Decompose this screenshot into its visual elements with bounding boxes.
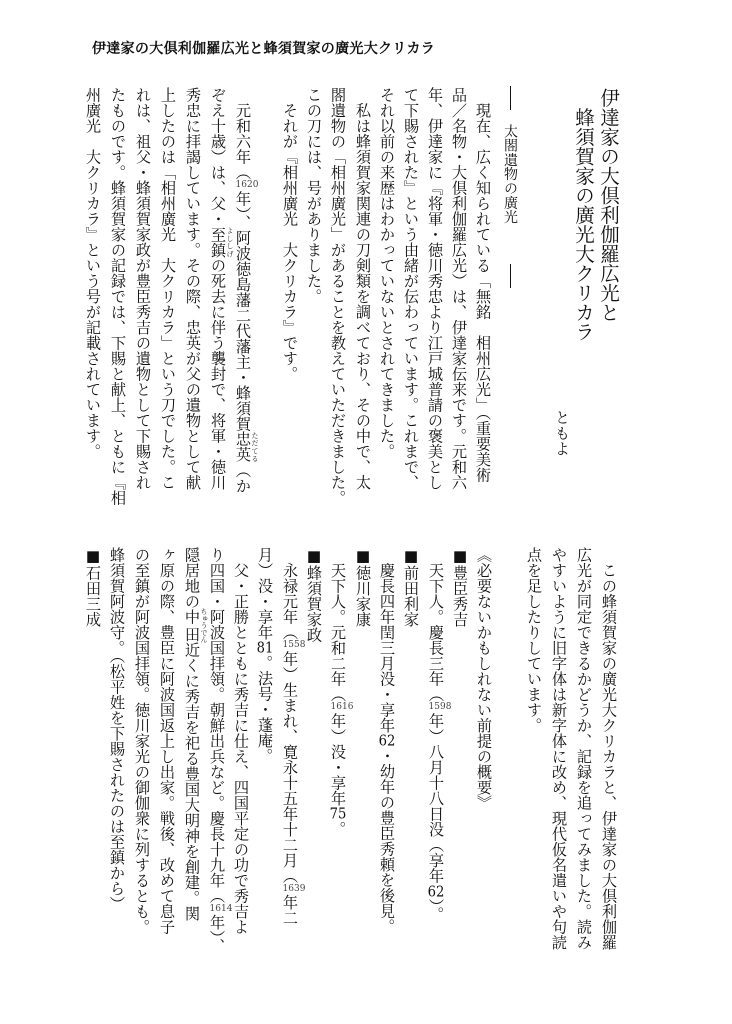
text-segment: 隠居地の <box>183 547 201 609</box>
text-column <box>306 87 322 304</box>
text-column <box>282 547 305 926</box>
text-segment: 上したのは「相州廣光 大クリカラ」という刀でした。こ <box>159 87 177 490</box>
text-column <box>379 87 395 459</box>
author-name: ともよ <box>553 410 571 456</box>
text-column <box>257 547 273 764</box>
text-segment: 天下人。慶長三年（ <box>427 547 445 702</box>
text-segment: ■徳川家康 <box>354 547 372 628</box>
text-segment: 点を足したりしています。 <box>525 547 543 733</box>
text-segment: 蜂須賀阿波守。（松平姓を下賜されたのは至鎮から） <box>108 547 126 912</box>
text-column <box>451 87 467 490</box>
text-segment: 《必要ないかもしれない前提の概要》 <box>475 547 493 811</box>
text-segment: ）生まれ、寛永十五年十二月（ <box>281 666 299 884</box>
text-column <box>427 87 443 490</box>
text-segment: り四国・阿波国拝領。朝鮮出兵など。慶長十九年（ <box>208 547 226 904</box>
text-segment: 二 <box>281 910 299 926</box>
text-column <box>428 547 451 922</box>
text-column <box>110 87 126 506</box>
text-segment: 天下人。元和二年（ <box>329 547 347 702</box>
text-column <box>85 87 101 459</box>
section-heading: 太閤遺物の廣光 <box>502 124 518 225</box>
text-segment: 近くに秀吉を祀る豊国大明神を創建。関 <box>183 642 201 921</box>
text-column <box>601 547 617 950</box>
text-segment: の死去に伴う襲封で、将軍・徳川 <box>209 257 227 490</box>
text-segment: 私は蜂須賀家関連の刀剣類を調べており、その中で、太 <box>354 87 372 490</box>
text-segment: の至鎮が阿波国拝領。徳川家光の御伽衆に列するとも。 <box>133 547 151 935</box>
text-segment: 慶長四年閏三月没・享年 <box>378 547 396 733</box>
year-base: 年 <box>208 914 226 930</box>
text-column <box>85 547 101 627</box>
text-segment: 元和六年（ <box>234 87 252 180</box>
text-segment: やすいように旧字体は新字体に改め、現代仮名遣いや句読 <box>550 547 568 950</box>
year-base: 年 <box>329 713 347 729</box>
text-column <box>109 547 125 911</box>
text-segment: 広光が同定できるかどうか、記録を追ってみました。読み <box>575 547 593 950</box>
age-number: 75 <box>329 806 347 822</box>
year-base: 年 <box>234 191 252 207</box>
text-segment: ・幼年の豊臣秀頼を後見。 <box>378 748 396 935</box>
furigana-ruby <box>209 226 234 258</box>
text-segment: ）八月十八日没（享年 <box>427 728 445 884</box>
text-segment: ■豊臣秀吉 <box>451 547 469 628</box>
year-annotation: 1620 <box>235 180 259 190</box>
text-segment: それ以前の来歴はわかっていないとされてきました。 <box>378 87 396 459</box>
heading-rule-bottom <box>510 264 511 288</box>
text-segment: 。法号・蓬庵。 <box>256 655 274 764</box>
text-segment: ）、阿波徳島藩二代藩主・蜂須賀 <box>234 206 252 432</box>
furigana-ruby <box>234 431 259 463</box>
text-segment: 現在、広く知られている「無銘 相州広光」（重要美術 <box>474 87 492 483</box>
year-annotation: 1614 <box>209 903 233 914</box>
text-segment: 月）没・享年 <box>256 547 274 640</box>
text-segment: ■石田三成 <box>84 547 102 628</box>
year-base: 年 <box>281 651 299 667</box>
text-column <box>306 547 322 643</box>
text-segment: 州廣光 大クリカラ』という号が記載されています。 <box>84 87 102 459</box>
text-segment: ■前田利家 <box>402 547 420 628</box>
text-column <box>379 547 395 934</box>
text-column <box>235 87 259 493</box>
year-annotation: 1639 <box>282 883 306 894</box>
text-segment: ■蜂須賀家政 <box>305 547 323 643</box>
text-column <box>403 87 419 490</box>
article-title-line-2: 蜂須賀家の廣光大クリカラ <box>572 88 595 342</box>
text-segment: て下賜された』という由緒が伝わっています。これまで、 <box>402 87 420 490</box>
text-column <box>184 547 208 921</box>
text-segment: ）、 <box>208 930 226 954</box>
text-segment: ）没・享年 <box>329 728 347 806</box>
age-number: 62 <box>427 883 445 899</box>
text-column <box>282 87 298 382</box>
text-column <box>475 87 491 482</box>
heading-rule-top <box>510 86 511 110</box>
text-segment: ヶ原の際、豊臣に阿波国返上し出家。戦後、改めて息子 <box>158 547 176 935</box>
text-segment: れは、祖父・蜂須賀家政が豊臣秀吉の遺物として下賜され <box>134 87 152 490</box>
year-annotation: 1558 <box>282 640 306 650</box>
text-column <box>576 547 592 950</box>
text-segment: 閤遺物の「相州廣光」があることを教えていただきました。 <box>329 87 347 506</box>
year-base: 年 <box>281 894 299 910</box>
text-segment: 秀忠に拝謁しています。その際、忠英が父の遺物として献 <box>184 87 202 490</box>
text-column <box>134 547 150 935</box>
text-segment: ）。 <box>427 898 445 923</box>
text-column <box>452 547 468 627</box>
ruby-base: 至鎮 <box>209 226 227 258</box>
text-column <box>403 547 419 627</box>
text-column <box>551 547 567 950</box>
text-segment: 品／名物・大倶利伽羅広光）は、伊達家伝来です。元和六 <box>450 87 468 490</box>
text-column <box>159 547 175 935</box>
text-column <box>355 87 371 490</box>
ruby-text: よししげ <box>226 226 234 258</box>
running-header: 伊達家の大倶利伽羅広光と蜂須賀家の廣光大クリカラ <box>92 41 436 57</box>
age-number: 81 <box>256 640 274 656</box>
text-segment: （か <box>234 462 252 494</box>
year-annotation: 1616 <box>330 702 354 712</box>
text-segment: 父・正勝とともに秀吉に仕え、四国平定の功で秀吉よ <box>232 547 250 935</box>
age-number: 62 <box>378 733 396 749</box>
article-title-line-1: 伊達家の大倶利伽羅広光と <box>597 88 620 322</box>
text-segment: この蜂須賀家の廣光大クリカラと、伊達家の大倶利伽羅 <box>600 547 618 950</box>
year-base: 年 <box>427 713 445 729</box>
text-column <box>135 87 151 490</box>
text-column <box>330 547 353 837</box>
text-column <box>233 547 249 935</box>
text-column <box>209 547 232 953</box>
ruby-base: 忠英 <box>234 431 252 463</box>
text-segment: それが『相州廣光 大クリカラ』です。 <box>281 87 299 382</box>
text-segment: 。 <box>329 821 347 837</box>
furigana-ruby <box>183 608 208 643</box>
ruby-text: ただてる <box>251 431 259 463</box>
ruby-base: 中田 <box>183 608 201 643</box>
text-column <box>185 87 201 490</box>
text-segment: 永禄元年（ <box>281 547 299 640</box>
text-column <box>160 87 176 490</box>
text-column <box>210 87 234 490</box>
text-segment: この刀には、号がありました。 <box>305 87 323 304</box>
text-column <box>330 87 346 506</box>
text-segment: たものです。蜂須賀家の記録では、下賜と献上、ともに『相 <box>109 87 127 506</box>
year-annotation: 1598 <box>428 702 452 712</box>
text-column <box>476 547 492 811</box>
text-column <box>526 547 542 733</box>
text-segment: ぞえ十歳）は、父・ <box>209 87 227 227</box>
text-segment: 年、伊達家に『将軍・徳川秀忠より江戸城普請の褒美とし <box>426 87 444 490</box>
text-column <box>355 547 371 627</box>
ruby-text: ちゅうでん <box>200 608 208 643</box>
